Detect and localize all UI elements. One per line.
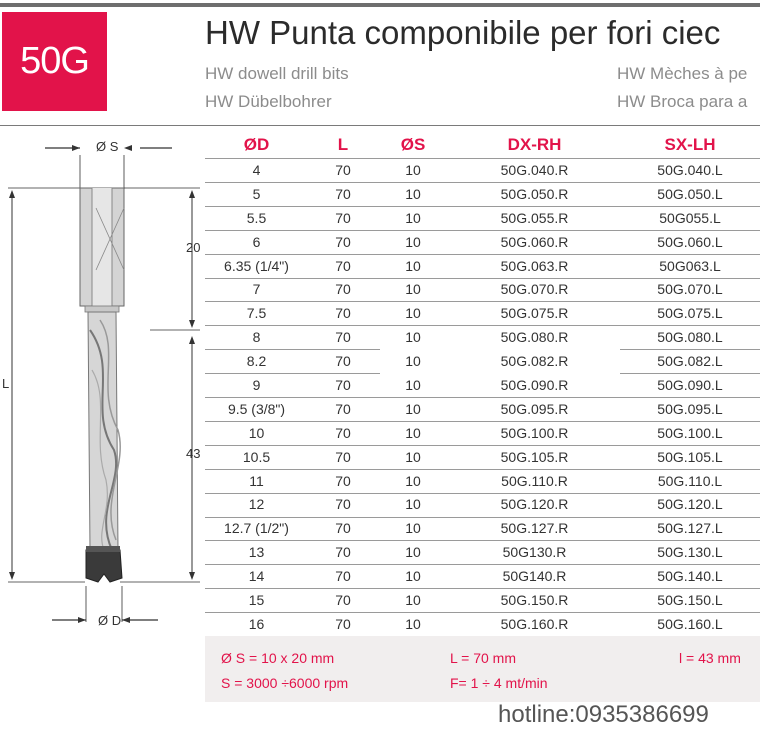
cell-left-hand: 50G.127.L (657, 520, 723, 537)
cell-diameter: 5 (252, 185, 261, 202)
table-row (205, 540, 760, 564)
cell-right-hand: 50G140.R (502, 568, 567, 585)
row-divider (620, 397, 760, 398)
cell-length: 70 (335, 400, 351, 417)
cell-shank: 10 (405, 329, 421, 346)
spec-feed: F= 1 ÷ 4 mt/min (450, 675, 548, 691)
length-label: L (2, 376, 10, 391)
cell-shank: 10 (405, 209, 421, 226)
table-row (205, 206, 760, 230)
table-row (205, 469, 760, 493)
table-row (205, 373, 760, 397)
cell-shank: 10 (405, 520, 421, 537)
cell-right-hand: 50G.100.R (500, 424, 569, 441)
row-divider (620, 230, 760, 231)
cell-right-hand: 50G.075.R (500, 305, 569, 322)
cell-right-hand: 50G130.R (502, 544, 567, 561)
cell-length: 70 (335, 161, 351, 178)
cell-left-hand: 50G.082.L (657, 353, 723, 370)
cell-length: 70 (335, 520, 351, 537)
row-divider (620, 373, 760, 374)
top-rule (0, 3, 760, 7)
cell-length: 70 (335, 615, 351, 632)
cell-diameter: 16 (248, 615, 265, 632)
spec-length: L = 70 mm (450, 650, 517, 666)
header-length: L (337, 134, 349, 154)
cell-length: 70 (335, 591, 351, 608)
cell-shank: 10 (405, 257, 421, 274)
cell-right-hand: 50G.105.R (500, 448, 569, 465)
cell-diameter: 6 (252, 233, 261, 250)
drill-bit-diagram (0, 130, 210, 640)
cell-diameter: 8.2 (246, 353, 267, 370)
drill-bit-drawing (0, 130, 210, 640)
shank-length-label: 20 (186, 240, 201, 255)
row-divider (205, 397, 620, 398)
cell-diameter: 9 (252, 376, 261, 393)
row-divider (205, 278, 620, 279)
table-row (205, 349, 760, 373)
cell-diameter: 11 (249, 472, 264, 489)
cell-right-hand: 50G.095.R (500, 400, 569, 417)
cell-diameter: 12 (248, 496, 265, 513)
header-left-hand: SX-LH (664, 134, 716, 154)
row-divider (205, 445, 620, 446)
row-divider (620, 301, 760, 302)
cell-length: 70 (335, 233, 351, 250)
row-divider (205, 230, 620, 231)
cell-shank: 10 (405, 615, 421, 632)
table-row (205, 277, 760, 301)
cell-right-hand: 50G.070.R (500, 281, 569, 298)
table-row (205, 421, 760, 445)
cutting-length-label: 43 (186, 446, 201, 461)
specification-table (205, 131, 760, 636)
table-row (205, 492, 760, 516)
cell-right-hand: 50G.040.R (500, 161, 569, 178)
cell-length: 70 (335, 281, 351, 298)
spec-shank-dimension: Ø S = 10 x 20 mm (221, 650, 335, 666)
cell-diameter: 9.5 (3/8") (227, 400, 286, 417)
row-divider (205, 349, 380, 350)
row-divider (620, 612, 760, 613)
header-shank: ØS (400, 134, 426, 154)
table-header-row (205, 131, 760, 158)
cell-left-hand: 50G.050.L (657, 185, 723, 202)
table-row (205, 158, 760, 182)
cell-left-hand: 50G063.L (659, 257, 721, 274)
row-divider (620, 540, 760, 541)
cell-shank: 10 (405, 591, 421, 608)
spec-rpm: S = 3000 ÷6000 rpm (221, 675, 349, 691)
cell-diameter: 7.5 (246, 305, 267, 322)
cell-length: 70 (335, 544, 351, 561)
cell-length: 70 (335, 353, 351, 370)
cell-shank: 10 (405, 353, 421, 370)
table-row (205, 230, 760, 254)
shank-diameter-label: Ø S (96, 139, 119, 154)
page-title: HW Punta componibile per fori ciec (205, 14, 721, 51)
cell-right-hand: 50G.150.R (500, 591, 569, 608)
row-divider (205, 588, 620, 589)
cell-length: 70 (335, 329, 351, 346)
cell-length: 70 (335, 424, 351, 441)
row-divider (620, 588, 760, 589)
header-rule (0, 125, 760, 126)
row-divider (620, 206, 760, 207)
row-divider (205, 182, 620, 183)
cell-shank: 10 (405, 448, 421, 465)
cell-left-hand: 50G.140.L (657, 568, 723, 585)
row-divider (205, 325, 620, 326)
cell-right-hand: 50G.090.R (500, 376, 569, 393)
table-row (205, 445, 760, 469)
row-divider (205, 493, 620, 494)
row-divider (620, 278, 760, 279)
cell-shank: 10 (405, 400, 421, 417)
cell-left-hand: 50G.070.L (657, 281, 723, 298)
row-divider (620, 349, 760, 350)
cell-right-hand: 50G.063.R (500, 257, 569, 274)
table-row (205, 325, 760, 349)
row-divider (620, 564, 760, 565)
cell-length: 70 (335, 257, 351, 274)
row-divider (205, 469, 620, 470)
cell-diameter: 13 (248, 544, 265, 561)
row-divider (620, 469, 760, 470)
table-row (205, 588, 760, 612)
cell-shank: 10 (405, 305, 421, 322)
cell-left-hand: 50G.060.L (657, 233, 723, 250)
row-divider (205, 517, 620, 518)
cell-left-hand: 50G.150.L (657, 591, 723, 608)
cell-shank: 10 (405, 185, 421, 202)
cell-shank: 10 (405, 496, 421, 513)
subtitle-fr: HW Mèches à pe (617, 64, 748, 83)
cell-right-hand: 50G.055.R (500, 209, 569, 226)
cell-left-hand: 50G.075.L (657, 305, 723, 322)
table-row (205, 564, 760, 588)
cell-right-hand: 50G.082.R (500, 353, 569, 370)
cell-length: 70 (335, 209, 351, 226)
cell-left-hand: 50G.090.L (657, 376, 723, 393)
cell-right-hand: 50G.160.R (500, 615, 569, 632)
cell-diameter: 14 (248, 568, 265, 585)
table-row (205, 612, 760, 636)
cell-diameter: 10.5 (242, 448, 271, 465)
subtitle-es: HW Broca para a (617, 92, 748, 111)
cell-right-hand: 50G.120.R (500, 496, 569, 513)
cell-diameter: 5.5 (246, 209, 267, 226)
subtitle-de: HW Dübelbohrer (205, 92, 332, 111)
row-divider (620, 493, 760, 494)
cell-left-hand: 50G.130.L (657, 544, 723, 561)
row-divider (620, 325, 760, 326)
spec-box (205, 636, 760, 702)
cell-left-hand: 50G055.L (659, 209, 721, 226)
hotline-text: hotline:0935386699 (498, 701, 709, 728)
cell-right-hand: 50G.080.R (500, 329, 569, 346)
row-divider (620, 254, 760, 255)
cell-length: 70 (335, 472, 351, 489)
cell-left-hand: 50G.120.L (657, 496, 723, 513)
cell-length: 70 (335, 568, 351, 585)
cell-right-hand: 50G.127.R (500, 520, 569, 537)
row-divider (205, 540, 620, 541)
cell-diameter: 7 (252, 281, 261, 298)
cell-right-hand: 50G.050.R (500, 185, 569, 202)
spec-cutting-length: l = 43 mm (679, 650, 741, 666)
cell-shank: 10 (405, 472, 421, 489)
cell-shank: 10 (405, 281, 421, 298)
row-divider (205, 612, 620, 613)
row-divider (620, 158, 760, 159)
table-row (205, 397, 760, 421)
cell-diameter: 4 (252, 161, 261, 178)
row-divider (620, 182, 760, 183)
header-diameter: ØD (243, 134, 270, 154)
cell-shank: 10 (405, 568, 421, 585)
subtitle-en: HW dowell drill bits (205, 64, 349, 83)
cell-length: 70 (335, 496, 351, 513)
cell-left-hand: 50G.100.L (657, 424, 723, 441)
cell-length: 70 (335, 305, 351, 322)
row-divider (205, 206, 620, 207)
table-row (205, 182, 760, 206)
cell-right-hand: 50G.060.R (500, 233, 569, 250)
cell-left-hand: 50G.095.L (657, 400, 723, 417)
row-divider (205, 564, 620, 565)
table-row (205, 301, 760, 325)
cell-shank: 10 (405, 544, 421, 561)
cell-shank: 10 (405, 376, 421, 393)
row-divider (205, 254, 620, 255)
cell-diameter: 8 (252, 329, 261, 346)
cell-shank: 10 (405, 424, 421, 441)
row-divider (205, 373, 380, 374)
table-row (205, 516, 760, 540)
cell-diameter: 6.35 (1/4") (224, 257, 289, 274)
cell-diameter: 12.7 (1/2") (224, 520, 289, 537)
cell-shank: 10 (405, 233, 421, 250)
cell-left-hand: 50G.160.L (657, 615, 723, 632)
cell-left-hand: 50G.110.L (657, 472, 723, 489)
cell-left-hand: 50G.105.L (657, 448, 723, 465)
row-divider (620, 517, 760, 518)
cell-length: 70 (335, 448, 351, 465)
row-divider (620, 445, 760, 446)
cell-left-hand: 50G.080.L (657, 329, 723, 346)
cell-right-hand: 50G.110.R (501, 472, 568, 489)
cell-diameter: 15 (248, 591, 265, 608)
product-code-badge: 50G (2, 12, 107, 111)
cell-diameter: 10 (248, 424, 265, 441)
row-divider (205, 301, 620, 302)
header-right-hand: DX-RH (507, 134, 562, 154)
cell-length: 70 (335, 185, 351, 202)
row-divider (620, 421, 760, 422)
cell-left-hand: 50G.040.L (657, 161, 723, 178)
row-divider (205, 421, 620, 422)
cell-length: 70 (335, 376, 351, 393)
table-row (205, 254, 760, 278)
row-divider (205, 158, 620, 159)
cell-shank: 10 (405, 161, 421, 178)
drill-diameter-label: Ø D (98, 613, 122, 628)
